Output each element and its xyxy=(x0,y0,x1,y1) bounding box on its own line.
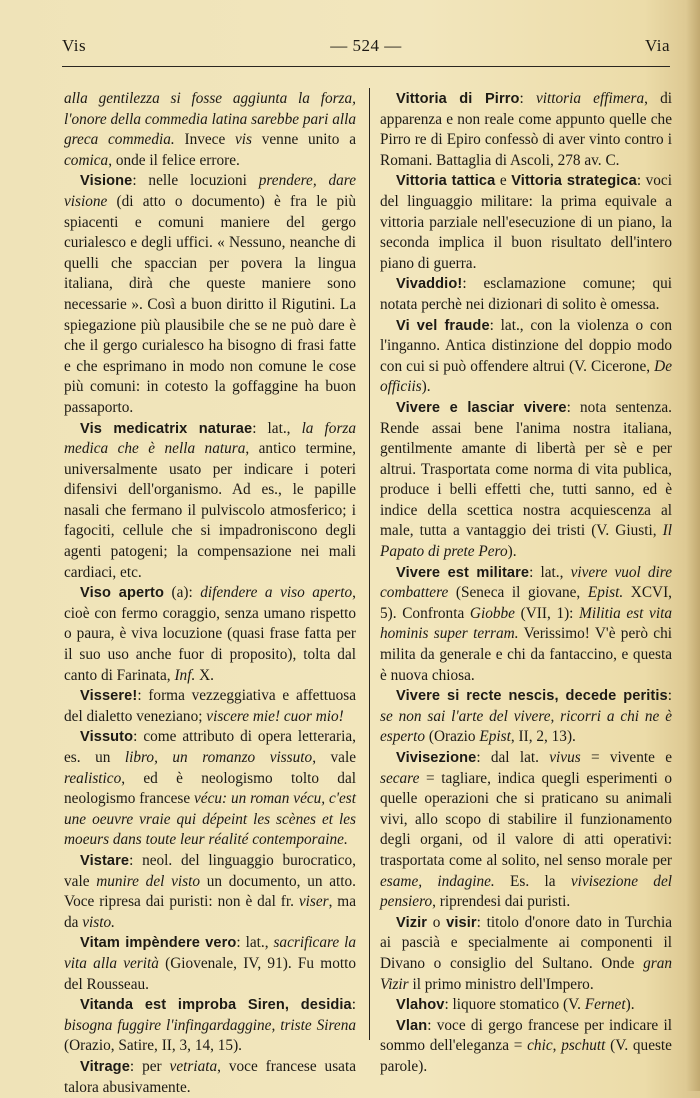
entry-headword: Vlan xyxy=(396,1017,428,1034)
entry-text: il primo ministro dell'Impero. xyxy=(408,975,594,993)
entry-text: : titolo d'onore dato in Turchia ai pascià e specialmente ai componenti il Divano o consiglio del Sultano. Onde xyxy=(380,913,672,972)
italic-text: vittoria effimera xyxy=(535,90,645,107)
entry-text: : voci del linguaggio militare: la prima equivale a vittoria parziale nell'esecuzione di un piano, la seconda implica il buon risultato dell'intero piano di guerra. xyxy=(380,172,672,272)
entry-text: , xyxy=(552,1037,562,1055)
italic-text: se non sai l'arte del vivere, ricorri a chi ne è esperto xyxy=(380,707,672,746)
entry-text: (Giovenale, IV, 91). Fu motto del Rousseau. xyxy=(64,954,356,993)
italic-text: Fernet xyxy=(584,996,626,1014)
entry-text: (di atto o documento) è fra le più spiacenti e comuni maniere del gergo curialesco e degli uffici. « Nessuno, neanche di quelli che spaccian per povera la lingua italiana, dirà che queste maniere sono necessarie ». Così a buon diritto il Rigutini. La spiegazione più plausibile che se ne può dare è che il gergo curialesco ha bisogno di frasi fatte e che esprimano in modo non comune le cose più comuni: in cotesto la goffaggine ha buon passaporto. xyxy=(64,192,356,416)
italic-text: secare xyxy=(380,769,420,787)
entry-text: (Orazio, Satire, II, 3, 14, 15). xyxy=(64,1037,242,1055)
entry-text: : lat., xyxy=(252,419,302,437)
entry-text: o xyxy=(427,913,447,931)
entry-headword: Vivere e lasciar vivere xyxy=(396,399,567,416)
entry-headword: Vistare xyxy=(80,852,130,869)
entry-text: : lat., xyxy=(236,934,274,952)
dictionary-entry xyxy=(380,89,672,171)
entry-text: ). xyxy=(507,543,517,561)
italic-text: vivus xyxy=(549,749,581,766)
entry-headword: visir xyxy=(446,914,477,931)
entry-continuation xyxy=(64,89,356,171)
italic-text: pschutt xyxy=(561,1037,606,1055)
entry-text: : xyxy=(519,90,536,107)
entry-headword: Vi vel fraude xyxy=(396,317,490,334)
italic-text: difendere a viso aperto xyxy=(200,584,353,602)
entry-headword: Vitanda est improba Siren, desidia xyxy=(80,997,352,1014)
entry-text: venne unito a xyxy=(251,131,356,149)
italic-text: visto. xyxy=(82,913,115,931)
dictionary-entry xyxy=(64,583,356,686)
italic-text: gran Vizir xyxy=(380,954,672,993)
dictionary-entry xyxy=(380,316,672,398)
entry-text: XCVI, 5). Confronta xyxy=(380,584,673,622)
entry-text: = vivente e xyxy=(580,749,672,766)
entry-text: : nota sentenza. Rende assai bene l'anima nostra italiana, gentilmente amante di libertà per sè e per altrui. Trasportata come norma di vita publica, produce i belli effetti che, tutti sanno, ed è indice della scettica nostra acquiescenza al male, tutta a vantaggio dei tristi (V. Giusti, xyxy=(380,398,673,540)
entry-text: , onde il felice errore. xyxy=(108,151,240,169)
dictionary-entry xyxy=(64,1057,356,1098)
entry-headword: Vivere si recte nescis, decede peritis xyxy=(396,688,668,705)
entry-headword: Vizir xyxy=(396,914,428,931)
entry-text: : lat., con la violenza o con l'inganno. Antica distinzione del doppio modo con cui si può offendere altrui (V. Cicerone, xyxy=(380,316,672,375)
entry-text: : lat., xyxy=(529,563,571,581)
running-head-right: Via xyxy=(644,36,670,55)
dictionary-entry xyxy=(380,398,672,563)
entry-text: (Seneca il giovane, xyxy=(448,584,588,602)
page-number: — 524 — xyxy=(330,36,402,55)
italic-text: Epist. xyxy=(587,584,624,602)
italic-text: sacrificare la vita alla verità xyxy=(64,934,356,972)
entry-text: : nelle locuzioni xyxy=(132,172,259,190)
italic-text: Il Papato di prete Pero xyxy=(380,522,672,561)
italic-text: Militia est vita hominis super terram. xyxy=(380,604,672,643)
italic-text: la forza medica che è nella natura xyxy=(64,419,356,458)
dictionary-entry xyxy=(64,686,356,727)
italic-text: De officiis xyxy=(380,357,672,396)
entry-text: : liquore stomatico (V. xyxy=(444,996,585,1014)
entry-text: Es. la xyxy=(494,872,571,890)
italic-text: vécu: un roman vécu, c'est une oeuvre vraie qui dépeint les scènes et les moeurs dans toute leur réalité contemporaine. xyxy=(64,790,356,849)
dictionary-entry xyxy=(380,1016,672,1078)
entry-text: (Orazio xyxy=(425,728,480,746)
entry-text: (a): xyxy=(164,584,201,602)
entry-headword: Visione xyxy=(80,173,133,190)
dictionary-entry xyxy=(380,995,672,1016)
entry-text: ). xyxy=(625,996,635,1014)
entry-text: un documento, un atto. Voce ripresa dai puristi: non è dal fr. xyxy=(64,872,356,911)
italic-text: bisogna fuggire l'infingardaggine, triste Sirena xyxy=(64,1016,356,1034)
entry-text: , ma da xyxy=(64,893,356,931)
italic-text: realistico xyxy=(64,769,122,787)
entry-headword: Vittoria di Pirro xyxy=(396,91,520,107)
entry-text: : xyxy=(667,687,672,705)
italic-text: chic xyxy=(527,1037,553,1055)
entry-text: , II, 2, 13). xyxy=(510,728,576,746)
italic-text: vis xyxy=(234,131,252,149)
dictionary-entry xyxy=(380,748,672,913)
entry-headword: Vivaddio! xyxy=(396,276,463,293)
entry-headword: Vittoria strategica xyxy=(511,173,637,190)
entry-text: : xyxy=(351,996,356,1014)
entry-text: , antico termine, universalmente usato per indicare i poteri difensivi dell'organismo. Ad es., le papille nasali che fermano il pulviscolo atmosferico; i fagociti, cellule che si impadroniscono degli agenti patogeni; la compensazione nei mali cardiaci, etc. xyxy=(64,440,356,581)
entry-text: : per xyxy=(129,1057,170,1075)
entry-text: Verissimo! V'è però chi milita da generale e chi da fantaccino, e questa è nuova chiosa. xyxy=(380,625,672,684)
italic-text: Epist xyxy=(479,728,511,746)
entry-text: : come attributo di opera letteraria, es. un xyxy=(64,728,356,766)
entry-text: , riprendesi dai puristi. xyxy=(432,893,571,911)
dictionary-entry xyxy=(64,851,356,933)
dictionary-entry xyxy=(380,686,672,748)
entry-headword: Vlahov xyxy=(396,997,445,1014)
entry-text: , ed è neologismo tolto dal neologismo francese xyxy=(64,769,356,808)
dictionary-entry xyxy=(64,995,356,1057)
entry-headword: Vitam impèndere vero xyxy=(80,935,237,952)
italic-text: vivisezione del pensiero xyxy=(380,872,672,911)
entry-text: : neol. del linguaggio burocratico, vale xyxy=(64,851,356,890)
entry-text: , cioè con fermo coraggio, senza umano rispetto o paura, è viva locuzione (quasi frase fatta per il suo uso anche fuor di proposito), tolta dal canto di Farinata, xyxy=(64,584,356,684)
right-column xyxy=(380,89,672,1078)
entry-text: : forma vezzeggiativa e affettuosa del dialetto veneziano; xyxy=(64,687,356,725)
entry-text: (VII, 1): xyxy=(514,604,580,622)
italic-text: Giobbe xyxy=(469,604,515,622)
entry-text: , di apparenza e non reale come appunto quelle che Pirro re di Epiro confessò di aver vinto contro i Romani. Battaglia di Ascoli, 278 av. C. xyxy=(380,90,673,169)
italic-text: libro, un romanzo vissuto xyxy=(124,749,313,766)
dictionary-entry xyxy=(64,419,356,584)
italic-text: vivere vuol dire combattere xyxy=(380,563,672,602)
running-head xyxy=(62,36,670,58)
entry-text: , vale xyxy=(312,749,356,766)
dictionary-entry xyxy=(380,563,672,687)
entry-headword: Vivisezione xyxy=(396,750,477,766)
dictionary-entry xyxy=(64,933,356,995)
italic-text: prendere, dare visione xyxy=(64,172,356,210)
left-column xyxy=(64,89,356,1098)
entry-headword: Vissuto xyxy=(80,729,134,746)
entry-text: ). xyxy=(421,378,431,396)
entry-text: : voce di gergo francese per indicare il sommo dell'eleganza = xyxy=(380,1016,672,1055)
entry-text: , voce francese usata talora abusivamente. xyxy=(64,1057,356,1096)
entry-text: Invece xyxy=(174,131,235,149)
column-divider xyxy=(369,88,370,1040)
dictionary-entry xyxy=(380,913,672,995)
italic-text: Inf. xyxy=(174,666,196,684)
entry-headword: Vitrage xyxy=(80,1058,130,1075)
italic-text: comica xyxy=(64,151,109,169)
entry-text: e xyxy=(495,172,512,190)
dictionary-entry xyxy=(380,171,672,274)
entry-text: (V. queste parole). xyxy=(380,1037,672,1075)
running-head-left: Vis xyxy=(62,36,87,55)
entry-headword: Vittoria tattica xyxy=(396,173,496,190)
italic-text: esame, indagine. xyxy=(380,872,495,890)
entry-text: X. xyxy=(195,666,214,684)
dictionary-entry xyxy=(380,274,672,315)
italic-text: viser xyxy=(298,893,329,911)
italic-text: alla gentilezza si fosse aggiunta la forza, l'onore della commedia latina sarebbe pari alla greca commedia. xyxy=(64,90,356,149)
entry-headword: Vis medicatrix naturae xyxy=(80,420,253,437)
italic-text: vetriata xyxy=(169,1057,218,1075)
entry-headword: Viso aperto xyxy=(80,585,164,602)
entry-text: : dal lat. xyxy=(476,749,550,766)
dictionary-entry xyxy=(64,171,356,418)
italic-text: munire del visto xyxy=(96,872,200,890)
header-rule xyxy=(62,66,670,67)
entry-text: : esclamazione comune; qui notata perchè nei dizionari di solito è omessa. xyxy=(380,275,672,313)
entry-headword: Vissere! xyxy=(80,688,138,705)
entry-headword: Vivere est militare xyxy=(396,564,530,581)
entry-text: = tagliare, indica quegli esperimenti o quelle operazioni che si praticano su animali vivi, allo scopo di stabilire il funzionamento degli organi, od il valore di atti operativi: trasportata come al solito, nel senso morale per xyxy=(380,769,672,869)
italic-text: viscere mie! cuor mio! xyxy=(206,707,344,725)
dictionary-entry xyxy=(64,727,356,851)
page-edge-shadow xyxy=(686,0,700,1091)
